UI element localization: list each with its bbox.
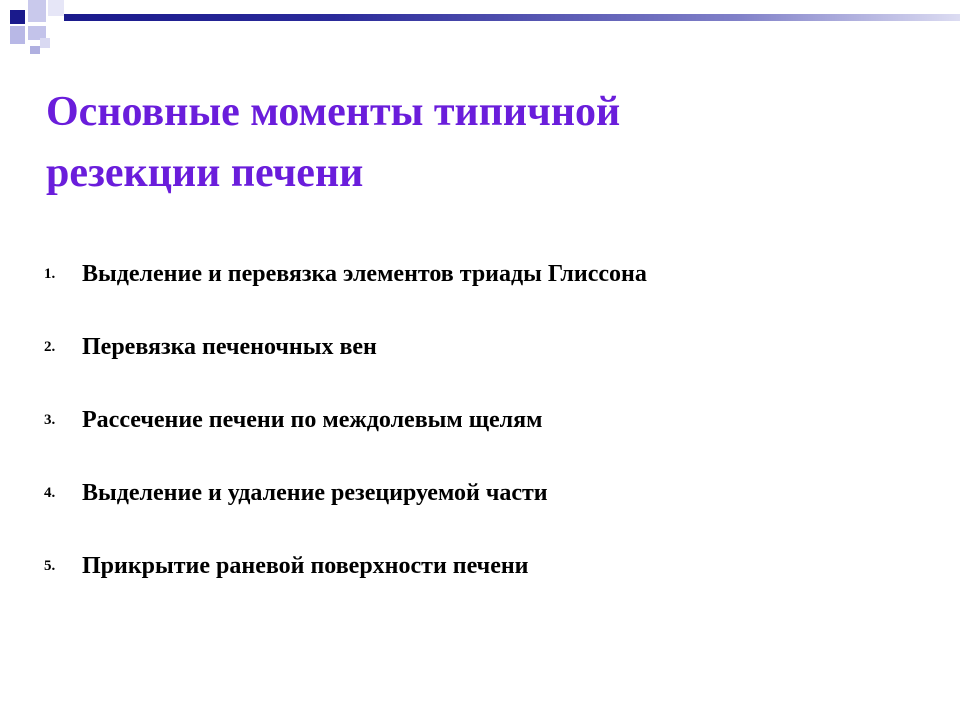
steps-list <box>44 258 924 623</box>
list-item <box>44 477 924 550</box>
list-item <box>44 550 924 623</box>
decorative-square <box>40 38 50 48</box>
list-item-number: 2. <box>44 339 56 355</box>
list-item-text: Перевязка печеночных вен <box>82 334 377 360</box>
list-item-text: Прикрытие раневой поверхности печени <box>82 553 529 579</box>
list-item-text: Рассечение печени по междолевым щелям <box>82 407 543 433</box>
slide-title-line-2: резекции печени <box>46 150 364 196</box>
list-item-text: Выделение и удаление резецируемой части <box>82 480 548 506</box>
list-item <box>44 404 924 477</box>
list-item-number: 5. <box>44 558 56 574</box>
decorative-square <box>10 26 25 44</box>
decorative-square <box>28 0 46 22</box>
list-item <box>44 331 924 404</box>
list-item-number: 4. <box>44 485 56 501</box>
decorative-square <box>30 46 40 54</box>
list-item-number: 1. <box>44 266 56 282</box>
decorative-square <box>10 10 25 24</box>
list-item-number: 3. <box>44 412 56 428</box>
decorative-square <box>48 0 64 16</box>
list-item <box>44 258 924 331</box>
slide-title <box>46 82 906 204</box>
list-item-text: Выделение и перевязка элементов триады Глиссона <box>82 261 647 287</box>
slide-title-line-1: Основные моменты типичной <box>46 89 621 135</box>
header-gradient-bar <box>64 14 960 21</box>
